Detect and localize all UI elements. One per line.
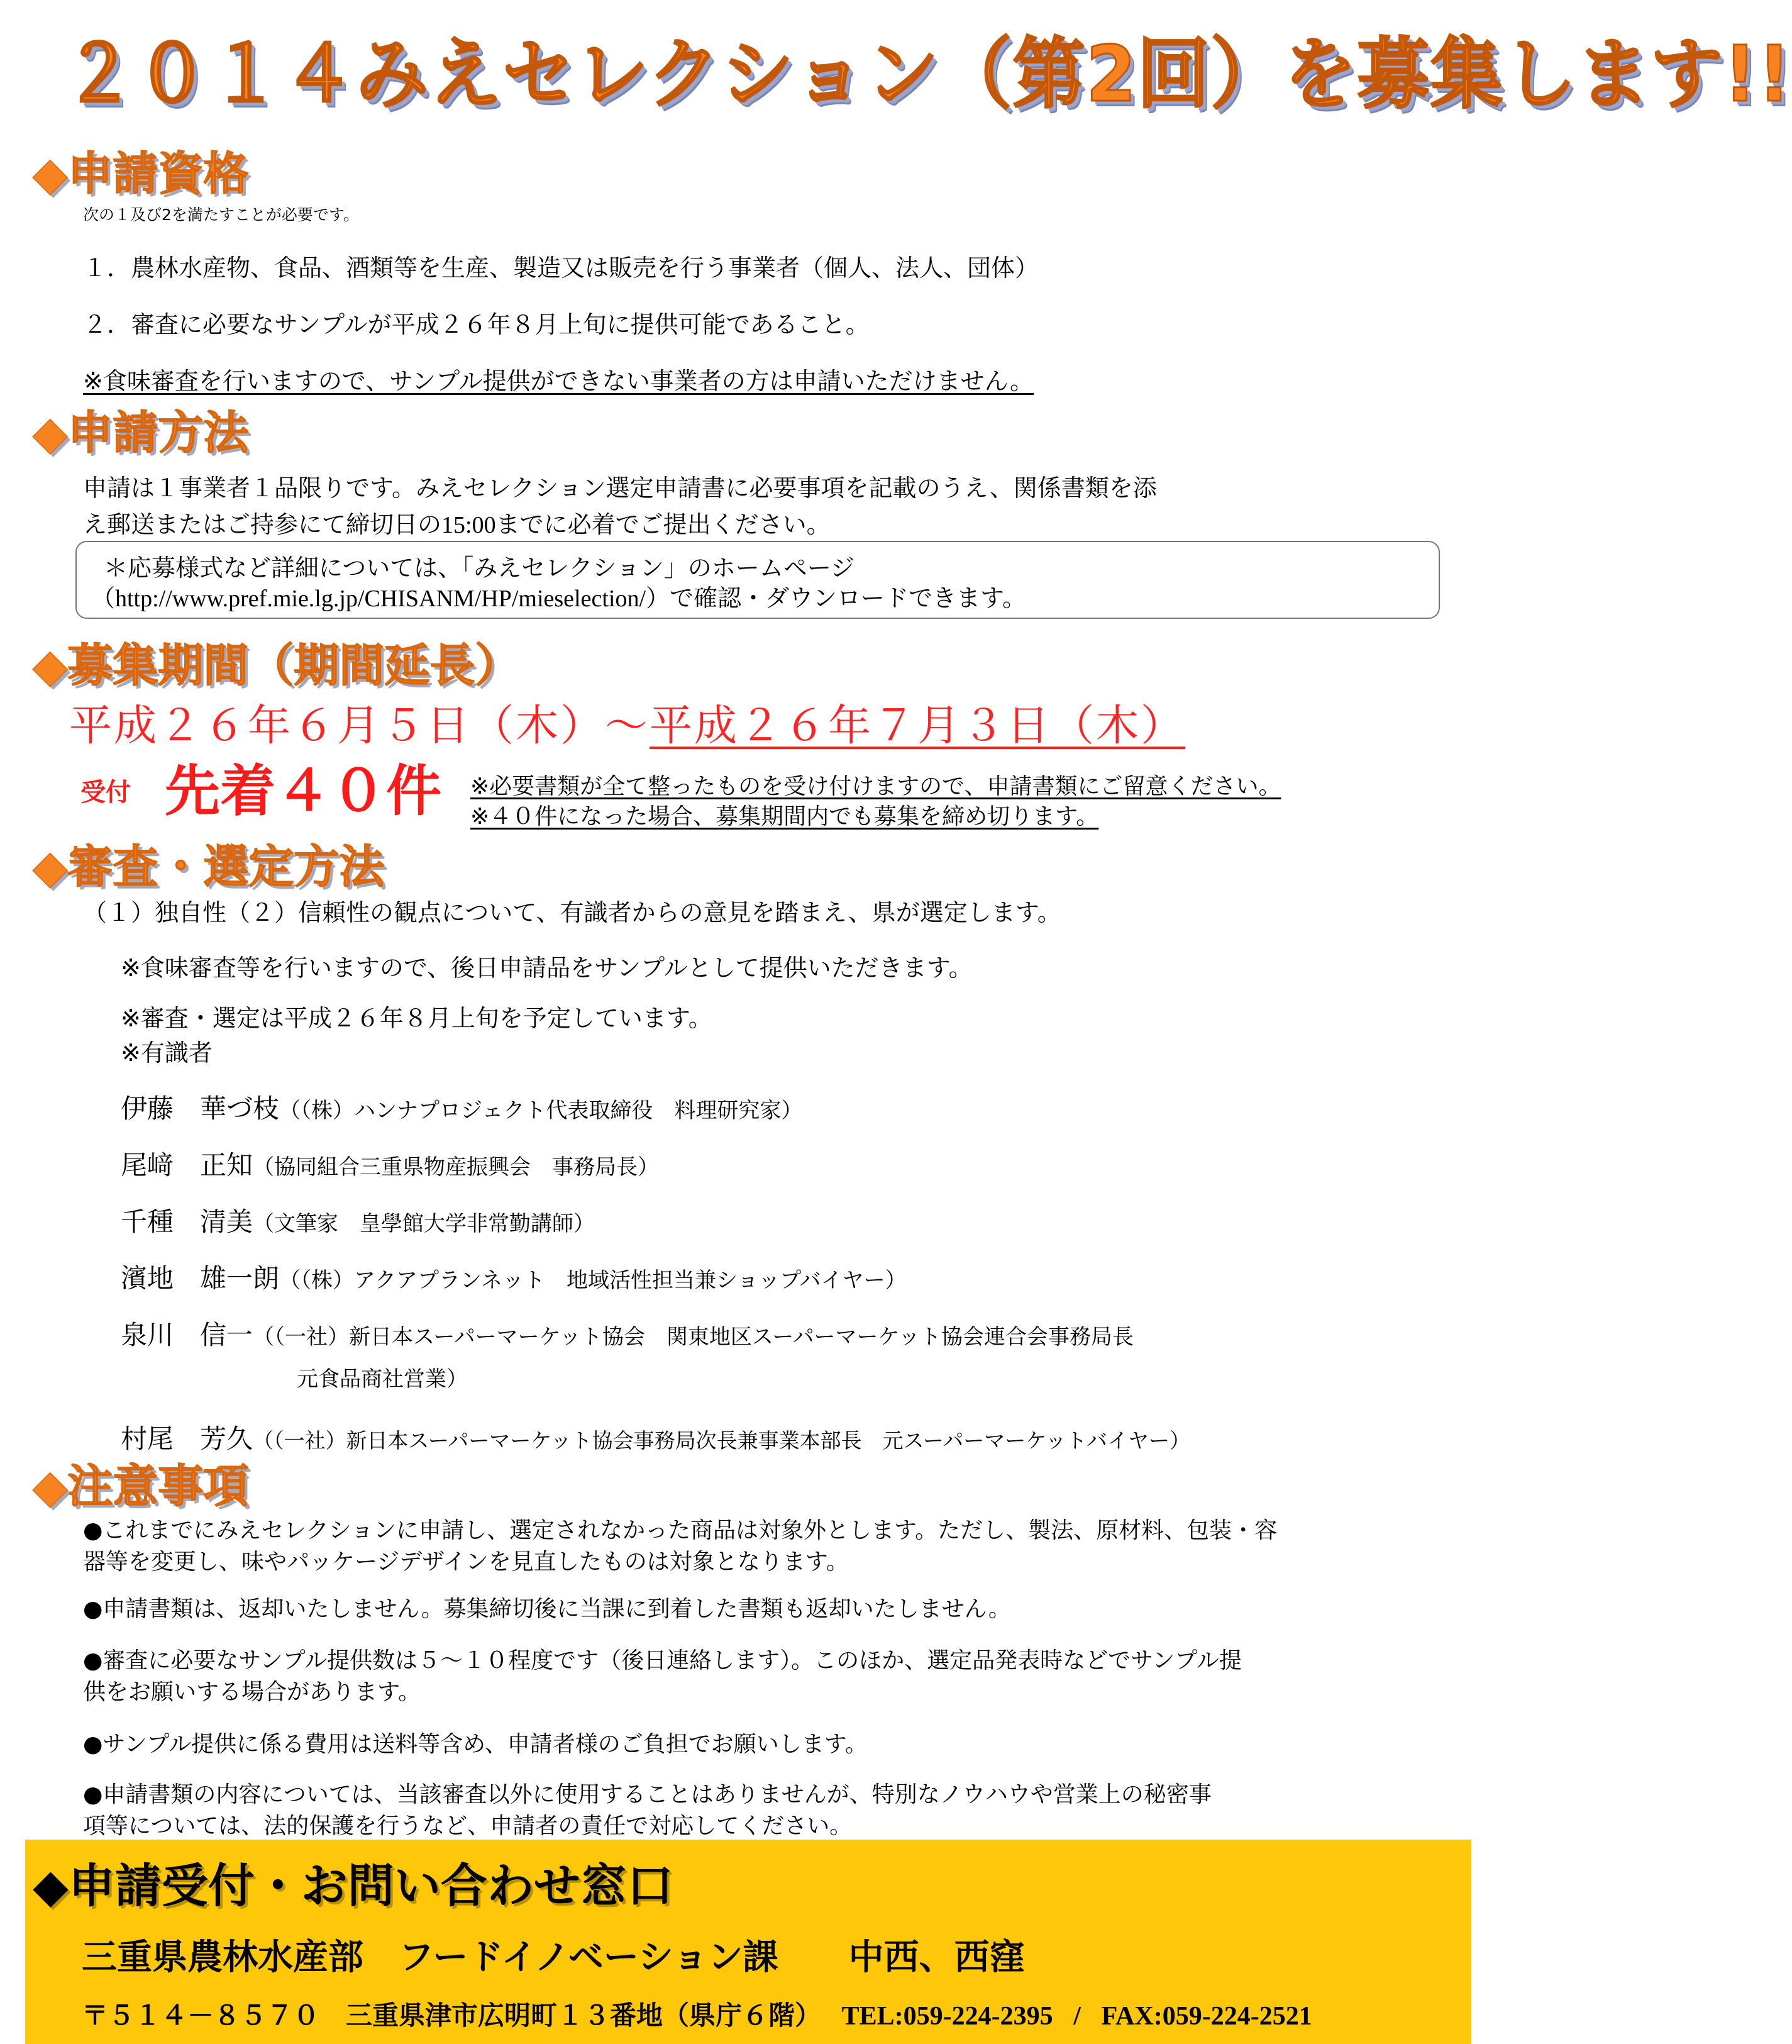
note-1-line-2: 器等を変更し、味やパッケージデザインを見直したものは対象となります。	[83, 1549, 849, 1575]
note-3-line-2: 供をお願いする場合があります。	[83, 1679, 421, 1705]
expert-name: 泉川 信一	[121, 1319, 253, 1350]
expert-row	[121, 1201, 595, 1239]
method-line-1: 申請は１事業者１品限りです。みえセレクション選定申請書に必要事項を記載のうえ、関係書類を添	[83, 474, 1157, 502]
method-note-line-2	[91, 579, 1026, 613]
section-heading-notes: ◆注意事項	[33, 1460, 249, 1513]
contact-fax: FAX:059-224-2521	[1101, 2002, 1312, 2031]
method-note-line-2-rest: で確認・ダウンロードできます。	[670, 584, 1026, 612]
expert-role: （（一社）新日本スーパーマーケット協会 関東地区スーパーマーケット協会連合会事務局長	[253, 1325, 1134, 1350]
expert-name: 伊藤 華づ枝	[121, 1093, 280, 1124]
first-come-limit: 先着４０件	[165, 758, 442, 823]
note-3-line-1: ●審査に必要なサンプル提供数は５～１０程度です（後日連絡します）。このほか、選定品発表時などでサンプル提	[83, 1648, 1242, 1674]
period-start: 平成２６年６月５日（木）～	[69, 701, 650, 751]
eligibility-item-1: １．農林水産物、食品、酒類等を生産、製造又は販売を行う事業者（個人、法人、団体）	[83, 254, 1039, 282]
method-line-2	[83, 505, 831, 540]
expert-row	[121, 1418, 1190, 1456]
section-heading-method: ◆申請方法	[33, 406, 249, 459]
contact-tel: TEL:059-224-2395	[841, 2002, 1053, 2031]
note-5-line-1: ●申請書類の内容については、当該審査以外に使用することはありませんが、特別なノウハウや営業上の秘密事	[83, 1782, 1212, 1808]
expert-name: 千種 清美	[121, 1206, 253, 1237]
method-note-line-1: ＊応募様式など詳細については、「みえセレクション」のホームページ	[104, 554, 855, 582]
period-note-1: ※必要書類が全て整ったものを受け付けますので、申請書類にご留意ください。	[470, 774, 1281, 799]
homepage-url[interactable]: （http://www.pref.mie.lg.jp/CHISANM/HP/mieselection/）	[91, 586, 670, 612]
page-title: ２０１４みえセレクション（第2回）を募集します!!	[63, 30, 1792, 119]
expert-role: （（株）アクアプランネット 地域活性担当兼ショップバイヤー）	[279, 1268, 907, 1293]
contact-address-line	[82, 1995, 1312, 2033]
expert-name: 村尾 芳久	[121, 1423, 253, 1454]
contact-separator: /	[1073, 2002, 1081, 2031]
eligibility-warning: ※食味審査を行いますので、サンプル提供ができない事業者の方は申請いただけません。	[83, 367, 1034, 395]
expert-row	[121, 1145, 659, 1182]
expert-role: （（一社）新日本スーパーマーケット協会事務局次長兼事業本部長 元スーパーマーケットバイヤー）	[253, 1428, 1190, 1453]
review-note-2: ※審査・選定は平成２６年８月上旬を予定しています。	[121, 1004, 712, 1032]
contact-organization: 三重県農林水産部 フードイノベーション課 中西、西窪	[82, 1937, 1025, 1978]
application-period	[69, 692, 1185, 753]
expert-row	[121, 1314, 1134, 1352]
eligibility-item-2: ２．審査に必要なサンプルが平成２６年８月上旬に提供可能であること。	[83, 311, 870, 338]
uketsuke-label: 受付	[80, 778, 131, 807]
expert-role-continued: 元食品商社営業）	[297, 1367, 468, 1392]
note-2: ●申請書類は、返却いたしません。募集締切後に当課に到着した書類も返却いたしません。	[83, 1596, 1011, 1622]
review-note-1: ※食味審査等を行いますので、後日申請品をサンプルとして提供いただきます。	[121, 954, 973, 982]
method-deadline-time: 15:00	[441, 512, 496, 538]
note-5-line-2: 項等については、法的保護を行うなど、申請者の責任で対応してください。	[83, 1813, 853, 1839]
expert-row	[121, 1258, 907, 1296]
period-note-2: ※４０件になった場合、募集期間内でも募集を締め切ります。	[470, 804, 1099, 830]
section-heading-contact: ◆申請受付・お問い合わせ窓口	[33, 1859, 673, 1913]
expert-row	[121, 1088, 802, 1126]
note-1-line-1: ●これまでにみえセレクションに申請し、選定されなかった商品は対象外とします。ただし、製法、原材料、包装・容	[83, 1518, 1278, 1543]
expert-role: （文筆家 皇學館大学非常勤講師）	[253, 1211, 595, 1236]
expert-name: 尾﨑 正知	[121, 1150, 253, 1180]
period-end: 平成２６年７月３日（木）	[650, 701, 1186, 751]
review-intro: （１）独自性（２）信頼性の観点について、有識者からの意見を踏まえ、県が選定します。	[83, 899, 1061, 926]
method-line-2a: え郵送またはご持参にて締切日の	[83, 511, 442, 538]
contact-address: 〒５１４－８５７０ 三重県津市広明町１３番地（県庁６階）	[82, 2000, 822, 2031]
review-note-3: ※有識者	[121, 1039, 213, 1067]
expert-role: （（株）ハンナプロジェクト代表取締役 料理研究家）	[279, 1098, 803, 1123]
eligibility-intro: 次の１及び2を満たすことが必要です。	[83, 206, 359, 224]
section-heading-review: ◆審査・選定方法	[33, 840, 385, 893]
expert-role: （協同組合三重県物産振興会 事務局長）	[253, 1155, 660, 1180]
note-4: ●サンプル提供に係る費用は送料等含め、申請者様のご負担でお願いします。	[83, 1731, 868, 1757]
section-heading-period: ◆募集期間（期間延長）	[33, 639, 521, 692]
method-line-2b: までに必着でご提出ください。	[495, 511, 831, 538]
expert-name: 濱地 雄一朗	[121, 1263, 280, 1294]
section-heading-eligibility: ◆申請資格	[33, 147, 249, 200]
